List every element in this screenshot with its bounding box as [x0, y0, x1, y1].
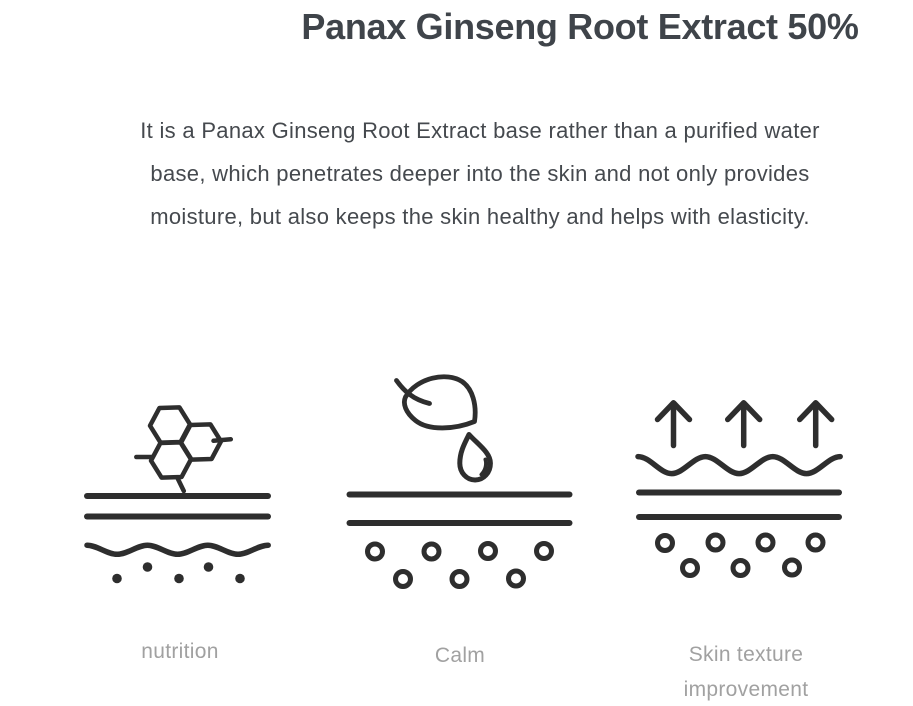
description-line-2: base, which penetrates deeper into the skin and not only provides — [150, 161, 810, 186]
feature-label-calm — [350, 644, 570, 668]
molecule-skin-nutrition-icon — [75, 393, 287, 593]
feature-label-text-line-2: improvement — [683, 678, 809, 701]
description-line-3: moisture, but also keeps the skin healthy and helps with elasticity. — [150, 204, 810, 229]
water-drop-icon — [460, 435, 491, 481]
skin-cells-circles — [368, 544, 552, 587]
skin-layer-lines — [639, 493, 839, 518]
feature-label-text-line-1: Skin texture — [688, 643, 804, 666]
product-description — [0, 109, 913, 238]
skin-cells-circles — [658, 535, 824, 576]
feature-label-text: Calm — [434, 644, 486, 667]
feature-label-nutrition — [70, 640, 290, 664]
description-line-1: It is a Panax Ginseng Root Extract base rather than a purified water — [140, 118, 820, 143]
leaf-waterdrop-skin-calm-icon — [338, 366, 582, 594]
up-arrows — [658, 403, 832, 446]
up-arrows-skin-texture-icon — [628, 393, 852, 585]
feature-label-text: nutrition — [141, 640, 219, 663]
skin-dots — [112, 562, 245, 583]
skin-wave-line — [638, 457, 840, 474]
skin-layer-lines — [87, 496, 268, 517]
feature-label-skin-texture-improvement — [636, 637, 856, 706]
skin-layer-lines — [350, 495, 570, 524]
leaf-icon — [397, 377, 476, 428]
molecule-hexagons — [136, 399, 231, 491]
page-title: Panax Ginseng Root Extract 50% — [301, 6, 859, 47]
skin-wave-line — [87, 545, 268, 554]
